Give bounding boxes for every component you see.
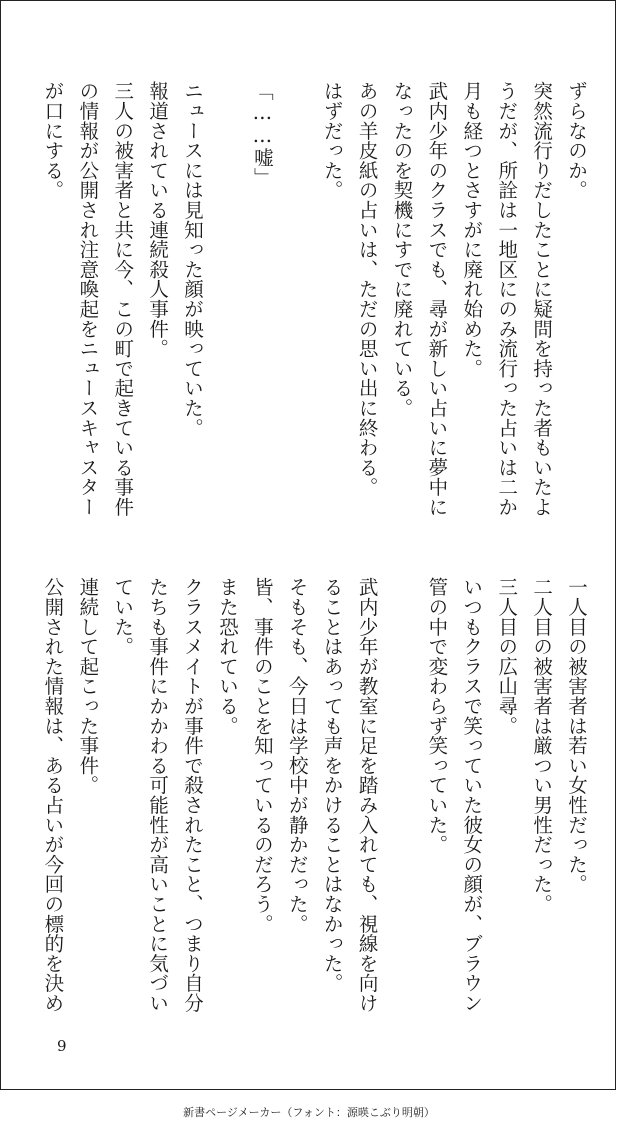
text-line: ずらなのか。 <box>565 81 588 200</box>
text-line: はずだった。 <box>320 81 344 200</box>
page-number: 9 <box>57 1037 67 1055</box>
text-line: ることはあっても声をかけることはなかった。 <box>320 577 344 993</box>
blank-line <box>384 577 419 1017</box>
text-line: また恐れている。 <box>215 577 239 736</box>
text-line: なったのを契機にすでに廃れている。 <box>390 81 414 418</box>
footer-caption: 新書ページメーカー（フォント：源暎こぶり明朝） <box>183 1106 435 1119</box>
text-line: 一人目の被害者は若い女性だった。 <box>565 577 588 894</box>
text-line: 二人目の被害者は厳つい男性だった。 <box>530 577 554 914</box>
text-line: ていた。 <box>111 577 135 657</box>
text-line: 月も経つとさすがに廃れ始めた。 <box>460 81 484 378</box>
dialogue-line: 「……嘘」 <box>250 81 274 187</box>
text-line: 武内少年のクラスでも、尋が新しい占いに夢中に <box>425 81 449 517</box>
text-line: たちも事件にかかわる可能性が高いことに気づい <box>146 577 170 1013</box>
text-line: 三人の被害者と共に今、この町で起きている事件 <box>111 81 135 517</box>
text-line: 武内少年が教室に足を踏み入れても、視線を向け <box>355 577 379 1013</box>
blank-line <box>279 81 314 521</box>
text-block-top <box>19 81 593 521</box>
text-line: 突然流行りだしたことに疑問を持った者もいたよ <box>530 81 554 517</box>
text-line: 三人目の広山尋。 <box>495 577 519 736</box>
text-line: うだが、所詮は一地区にのみ流行った占いは二か <box>495 81 519 517</box>
text-line: クラスメイトが事件で殺されたこと、つまり自分 <box>181 577 205 1013</box>
text-line: ニュースには見知った顔が映っていた。 <box>181 81 205 438</box>
text-line: 管の中で変わらず笑っていた。 <box>425 577 449 855</box>
text-line: 公開された情報は、ある占いが今回の標的を決め <box>41 577 65 1013</box>
text-line: が口にする。 <box>41 81 65 200</box>
text-line: の情報が公開され注意喚起をニュースキャスター <box>76 81 100 517</box>
text-block-bottom <box>19 577 593 1017</box>
blank-line <box>209 81 244 521</box>
text-line: 皆、事件のことを知っているのだろう。 <box>250 577 274 934</box>
text-line: あの羊皮紙の占いは、ただの思い出に終わる。 <box>355 81 379 497</box>
text-line: そもそも、今日は学校中が静かだった。 <box>285 577 309 934</box>
text-line: いつもクラスで笑っていた彼女の顔が、ブラウン <box>460 577 484 1013</box>
text-line: 報道されている連続殺人事件。 <box>146 81 170 359</box>
text-line: 連続して起こった事件。 <box>76 577 100 795</box>
